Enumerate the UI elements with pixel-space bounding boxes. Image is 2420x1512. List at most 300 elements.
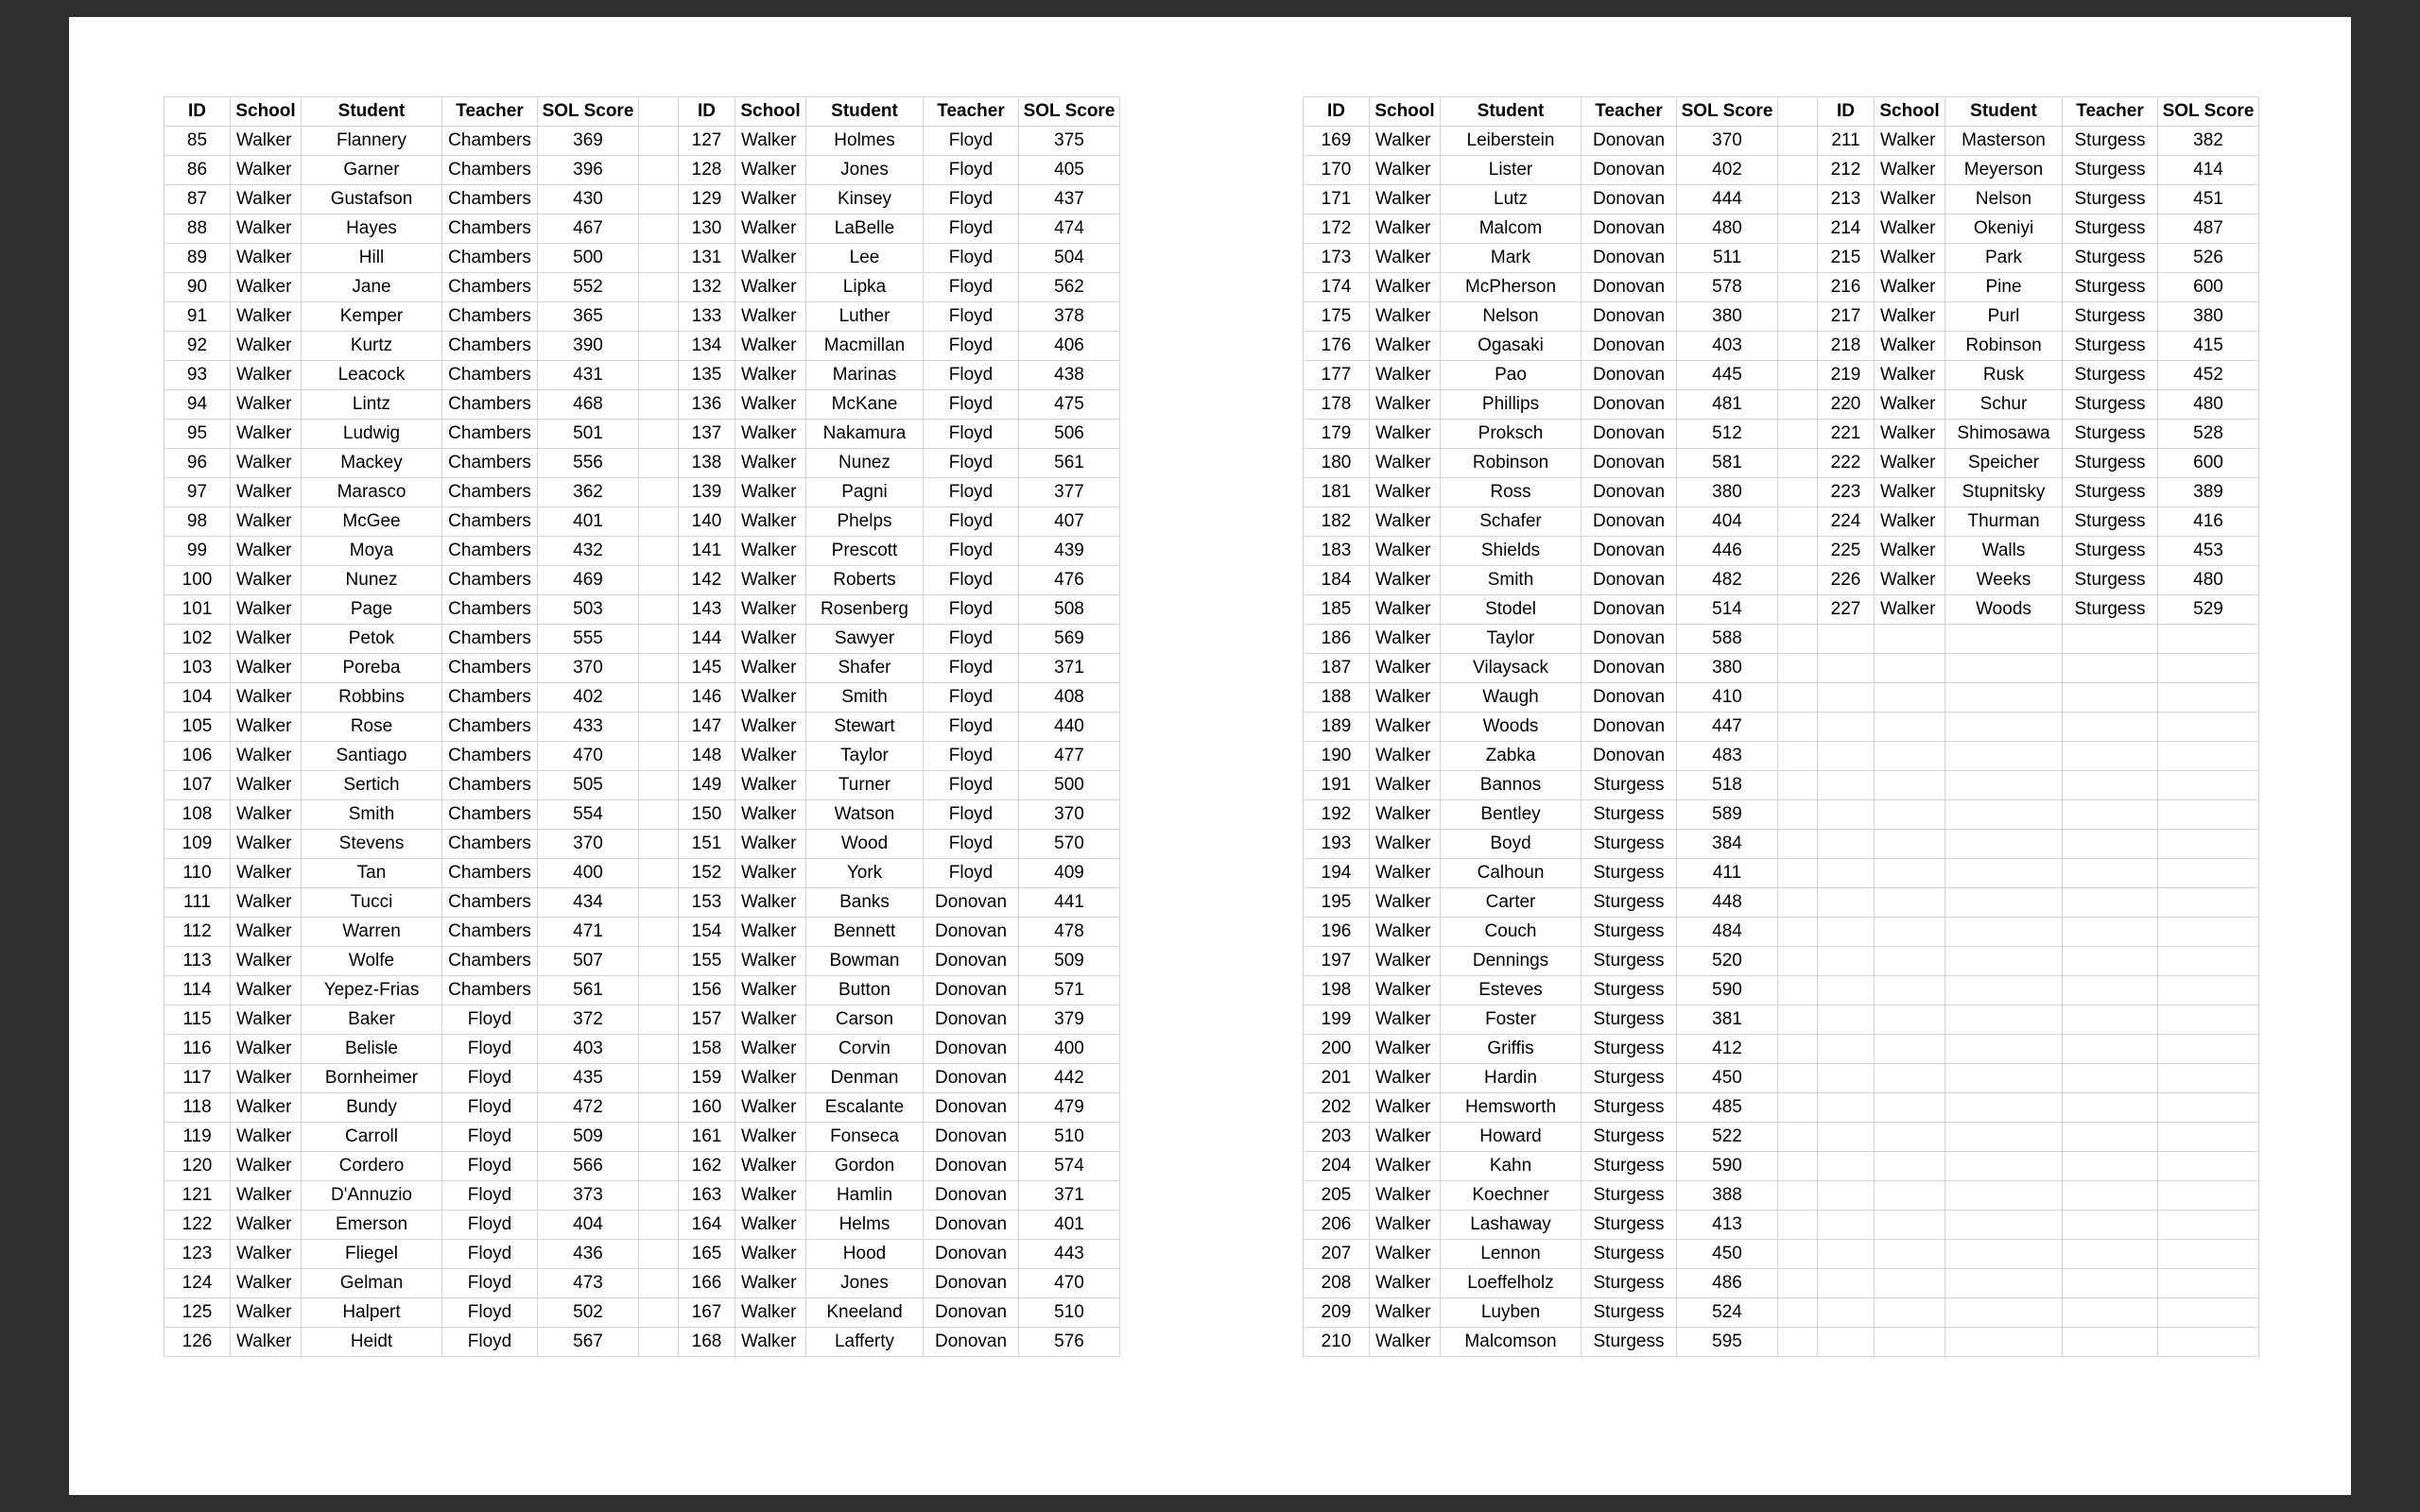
student-cell: Bennett bbox=[806, 918, 924, 947]
student-cell: Lutz bbox=[1441, 185, 1582, 215]
id-cell: 125 bbox=[164, 1298, 231, 1328]
column-header: Teacher bbox=[924, 97, 1019, 127]
student-cell: Escalante bbox=[806, 1093, 924, 1123]
school-cell: Walker bbox=[735, 918, 806, 947]
table-row bbox=[1304, 1152, 2259, 1181]
id-cell: 97 bbox=[164, 478, 231, 507]
sol-score-cell: 443 bbox=[1019, 1240, 1120, 1269]
school-cell: Walker bbox=[1370, 127, 1441, 156]
id-cell: 154 bbox=[679, 918, 735, 947]
teacher-cell: Donovan bbox=[1582, 302, 1677, 332]
school-cell: Walker bbox=[231, 361, 302, 390]
teacher-cell: Floyd bbox=[924, 537, 1019, 566]
empty-cell bbox=[1875, 1152, 1945, 1181]
sol-score-cell: 407 bbox=[1019, 507, 1120, 537]
table-row bbox=[1304, 800, 2259, 830]
teacher-cell: Floyd bbox=[442, 1211, 538, 1240]
student-cell: Woods bbox=[1441, 713, 1582, 742]
sol-score-cell: 478 bbox=[1019, 918, 1120, 947]
student-table-right bbox=[1303, 96, 2259, 1357]
school-cell: Walker bbox=[1875, 537, 1945, 566]
teacher-cell: Floyd bbox=[924, 595, 1019, 625]
gap-cell bbox=[639, 537, 679, 566]
table-row bbox=[1304, 1328, 2259, 1357]
school-cell: Walker bbox=[1370, 1269, 1441, 1298]
empty-cell bbox=[2063, 1152, 2158, 1181]
gap-cell bbox=[1778, 1035, 1818, 1064]
empty-cell bbox=[1875, 1064, 1945, 1093]
teacher-cell: Donovan bbox=[924, 1152, 1019, 1181]
sol-score-cell: 474 bbox=[1019, 215, 1120, 244]
school-cell: Walker bbox=[231, 185, 302, 215]
teacher-cell: Sturgess bbox=[1582, 947, 1677, 976]
student-cell: Warren bbox=[302, 918, 442, 947]
school-cell: Walker bbox=[735, 976, 806, 1005]
school-cell: Walker bbox=[231, 800, 302, 830]
id-cell: 107 bbox=[164, 771, 231, 800]
student-cell: Nelson bbox=[1945, 185, 2063, 215]
id-cell: 182 bbox=[1304, 507, 1370, 537]
teacher-cell: Sturgess bbox=[1582, 1035, 1677, 1064]
gap-cell bbox=[639, 390, 679, 420]
student-table-left bbox=[164, 96, 1120, 1357]
sol-score-cell: 487 bbox=[2158, 215, 2259, 244]
gap-cell bbox=[1778, 273, 1818, 302]
id-cell: 214 bbox=[1818, 215, 1875, 244]
student-cell: Shimosawa bbox=[1945, 420, 2063, 449]
student-cell: Phelps bbox=[806, 507, 924, 537]
sol-score-cell: 400 bbox=[538, 859, 639, 888]
teacher-cell: Sturgess bbox=[2063, 478, 2158, 507]
student-cell: Denman bbox=[806, 1064, 924, 1093]
sol-score-cell: 481 bbox=[1677, 390, 1778, 420]
gap-cell bbox=[639, 185, 679, 215]
student-cell: Boyd bbox=[1441, 830, 1582, 859]
student-cell: Jones bbox=[806, 156, 924, 185]
teacher-cell: Donovan bbox=[1582, 390, 1677, 420]
id-cell: 197 bbox=[1304, 947, 1370, 976]
empty-cell bbox=[1875, 859, 1945, 888]
gap-cell bbox=[639, 713, 679, 742]
sol-score-cell: 377 bbox=[1019, 478, 1120, 507]
teacher-cell: Donovan bbox=[924, 1328, 1019, 1357]
empty-cell bbox=[1875, 1123, 1945, 1152]
sol-score-cell: 566 bbox=[538, 1152, 639, 1181]
id-cell: 100 bbox=[164, 566, 231, 595]
student-cell: Lee bbox=[806, 244, 924, 273]
sol-score-cell: 501 bbox=[538, 420, 639, 449]
id-cell: 86 bbox=[164, 156, 231, 185]
school-cell: Walker bbox=[231, 537, 302, 566]
sol-score-cell: 482 bbox=[1677, 566, 1778, 595]
empty-cell bbox=[1875, 1269, 1945, 1298]
table-row bbox=[1304, 507, 2259, 537]
empty-cell bbox=[1875, 1298, 1945, 1328]
student-cell: Schafer bbox=[1441, 507, 1582, 537]
id-cell: 220 bbox=[1818, 390, 1875, 420]
table-row bbox=[164, 420, 1120, 449]
teacher-cell: Chambers bbox=[442, 332, 538, 361]
school-cell: Walker bbox=[735, 361, 806, 390]
teacher-cell: Donovan bbox=[1582, 537, 1677, 566]
teacher-cell: Floyd bbox=[924, 244, 1019, 273]
empty-cell bbox=[1875, 683, 1945, 713]
school-cell: Walker bbox=[735, 947, 806, 976]
sol-score-cell: 589 bbox=[1677, 800, 1778, 830]
student-cell: Hardin bbox=[1441, 1064, 1582, 1093]
id-cell: 206 bbox=[1304, 1211, 1370, 1240]
gap-cell bbox=[1778, 449, 1818, 478]
column-header: ID bbox=[679, 97, 735, 127]
gap-cell bbox=[1778, 595, 1818, 625]
school-cell: Walker bbox=[231, 507, 302, 537]
sol-score-cell: 445 bbox=[1677, 361, 1778, 390]
table-row bbox=[164, 390, 1120, 420]
teacher-cell: Floyd bbox=[924, 420, 1019, 449]
student-cell: Carter bbox=[1441, 888, 1582, 918]
empty-cell bbox=[2063, 888, 2158, 918]
gap-cell bbox=[639, 742, 679, 771]
id-cell: 217 bbox=[1818, 302, 1875, 332]
school-cell: Walker bbox=[1370, 830, 1441, 859]
id-cell: 120 bbox=[164, 1152, 231, 1181]
school-cell: Walker bbox=[1370, 947, 1441, 976]
empty-cell bbox=[1945, 800, 2063, 830]
column-header: Student bbox=[302, 97, 442, 127]
table-row bbox=[1304, 420, 2259, 449]
sol-score-cell: 416 bbox=[2158, 507, 2259, 537]
school-cell: Walker bbox=[1875, 302, 1945, 332]
student-cell: Malcomson bbox=[1441, 1328, 1582, 1357]
id-cell: 132 bbox=[679, 273, 735, 302]
id-cell: 199 bbox=[1304, 1005, 1370, 1035]
gap-cell bbox=[1778, 507, 1818, 537]
student-cell: Ludwig bbox=[302, 420, 442, 449]
student-cell: Sawyer bbox=[806, 625, 924, 654]
teacher-cell: Sturgess bbox=[1582, 1328, 1677, 1357]
teacher-cell: Sturgess bbox=[2063, 273, 2158, 302]
sol-score-cell: 365 bbox=[538, 302, 639, 332]
school-cell: Walker bbox=[1370, 332, 1441, 361]
empty-cell bbox=[2158, 771, 2259, 800]
gap-cell bbox=[1778, 478, 1818, 507]
sol-score-cell: 500 bbox=[1019, 771, 1120, 800]
empty-cell bbox=[2063, 918, 2158, 947]
gap-cell bbox=[639, 1240, 679, 1269]
gap-cell bbox=[1778, 654, 1818, 683]
empty-cell bbox=[1818, 1093, 1875, 1123]
gap-cell bbox=[639, 683, 679, 713]
school-cell: Walker bbox=[1370, 420, 1441, 449]
school-cell: Walker bbox=[1370, 859, 1441, 888]
id-cell: 85 bbox=[164, 127, 231, 156]
teacher-cell: Floyd bbox=[924, 215, 1019, 244]
empty-cell bbox=[1875, 1328, 1945, 1357]
school-cell: Walker bbox=[735, 1123, 806, 1152]
empty-cell bbox=[1818, 1152, 1875, 1181]
gap-cell bbox=[639, 918, 679, 947]
id-cell: 103 bbox=[164, 654, 231, 683]
teacher-cell: Donovan bbox=[924, 1123, 1019, 1152]
id-cell: 152 bbox=[679, 859, 735, 888]
id-cell: 204 bbox=[1304, 1152, 1370, 1181]
empty-cell bbox=[1818, 742, 1875, 771]
student-cell: Jane bbox=[302, 273, 442, 302]
student-cell: Garner bbox=[302, 156, 442, 185]
sol-score-cell: 404 bbox=[538, 1211, 639, 1240]
sol-score-cell: 483 bbox=[1677, 742, 1778, 771]
teacher-cell: Sturgess bbox=[1582, 1211, 1677, 1240]
school-cell: Walker bbox=[231, 888, 302, 918]
table-row bbox=[1304, 449, 2259, 478]
school-cell: Walker bbox=[231, 1005, 302, 1035]
teacher-cell: Chambers bbox=[442, 830, 538, 859]
id-cell: 186 bbox=[1304, 625, 1370, 654]
school-cell: Walker bbox=[1370, 1064, 1441, 1093]
student-cell: Shields bbox=[1441, 537, 1582, 566]
table-row bbox=[1304, 859, 2259, 888]
teacher-cell: Chambers bbox=[442, 420, 538, 449]
student-cell: Yepez-Frias bbox=[302, 976, 442, 1005]
teacher-cell: Sturgess bbox=[1582, 1093, 1677, 1123]
sol-score-cell: 373 bbox=[538, 1181, 639, 1211]
student-cell: Corvin bbox=[806, 1035, 924, 1064]
column-header: School bbox=[231, 97, 302, 127]
column-header: Teacher bbox=[442, 97, 538, 127]
school-cell: Walker bbox=[1370, 1093, 1441, 1123]
table-row bbox=[164, 332, 1120, 361]
teacher-cell: Chambers bbox=[442, 361, 538, 390]
empty-cell bbox=[2158, 1152, 2259, 1181]
id-cell: 221 bbox=[1818, 420, 1875, 449]
empty-cell bbox=[2063, 1093, 2158, 1123]
sol-score-cell: 600 bbox=[2158, 449, 2259, 478]
id-cell: 113 bbox=[164, 947, 231, 976]
sol-score-cell: 370 bbox=[538, 830, 639, 859]
empty-cell bbox=[2063, 800, 2158, 830]
gap-cell bbox=[1778, 97, 1818, 127]
teacher-cell: Floyd bbox=[442, 1152, 538, 1181]
table-row bbox=[1304, 888, 2259, 918]
id-cell: 87 bbox=[164, 185, 231, 215]
id-cell: 198 bbox=[1304, 976, 1370, 1005]
id-cell: 91 bbox=[164, 302, 231, 332]
student-cell: Kemper bbox=[302, 302, 442, 332]
gap-cell bbox=[639, 449, 679, 478]
teacher-cell: Floyd bbox=[442, 1035, 538, 1064]
sol-score-cell: 574 bbox=[1019, 1152, 1120, 1181]
school-cell: Walker bbox=[1370, 595, 1441, 625]
empty-cell bbox=[2158, 1298, 2259, 1328]
column-header: School bbox=[1370, 97, 1441, 127]
student-cell: Lafferty bbox=[806, 1328, 924, 1357]
student-cell: Button bbox=[806, 976, 924, 1005]
empty-cell bbox=[1945, 1240, 2063, 1269]
empty-cell bbox=[1945, 888, 2063, 918]
sol-score-cell: 437 bbox=[1019, 185, 1120, 215]
id-cell: 158 bbox=[679, 1035, 735, 1064]
empty-cell bbox=[2158, 1035, 2259, 1064]
empty-cell bbox=[1875, 918, 1945, 947]
school-cell: Walker bbox=[1875, 420, 1945, 449]
sol-score-cell: 362 bbox=[538, 478, 639, 507]
school-cell: Walker bbox=[1875, 478, 1945, 507]
teacher-cell: Sturgess bbox=[2063, 361, 2158, 390]
school-cell: Walker bbox=[1875, 566, 1945, 595]
sol-score-cell: 430 bbox=[538, 185, 639, 215]
id-cell: 90 bbox=[164, 273, 231, 302]
school-cell: Walker bbox=[735, 742, 806, 771]
teacher-cell: Chambers bbox=[442, 947, 538, 976]
student-cell: Emerson bbox=[302, 1211, 442, 1240]
student-cell: McGee bbox=[302, 507, 442, 537]
empty-cell bbox=[2063, 771, 2158, 800]
gap-cell bbox=[639, 273, 679, 302]
school-cell: Walker bbox=[1370, 976, 1441, 1005]
id-cell: 153 bbox=[679, 888, 735, 918]
sol-score-cell: 380 bbox=[1677, 654, 1778, 683]
empty-cell bbox=[2158, 888, 2259, 918]
gap-cell bbox=[639, 888, 679, 918]
school-cell: Walker bbox=[735, 507, 806, 537]
sol-score-cell: 432 bbox=[538, 537, 639, 566]
id-cell: 127 bbox=[679, 127, 735, 156]
sol-score-cell: 412 bbox=[1677, 1035, 1778, 1064]
empty-cell bbox=[1945, 1181, 2063, 1211]
gap-cell bbox=[1778, 888, 1818, 918]
teacher-cell: Floyd bbox=[924, 625, 1019, 654]
school-cell: Walker bbox=[1370, 918, 1441, 947]
school-cell: Walker bbox=[735, 244, 806, 273]
id-cell: 102 bbox=[164, 625, 231, 654]
sol-score-cell: 509 bbox=[538, 1123, 639, 1152]
sol-score-cell: 433 bbox=[538, 713, 639, 742]
school-cell: Walker bbox=[231, 742, 302, 771]
gap-cell bbox=[1778, 742, 1818, 771]
teacher-cell: Floyd bbox=[924, 654, 1019, 683]
id-cell: 95 bbox=[164, 420, 231, 449]
id-cell: 123 bbox=[164, 1240, 231, 1269]
teacher-cell: Chambers bbox=[442, 449, 538, 478]
table-row bbox=[1304, 625, 2259, 654]
student-cell: Meyerson bbox=[1945, 156, 2063, 185]
school-cell: Walker bbox=[1370, 625, 1441, 654]
id-cell: 177 bbox=[1304, 361, 1370, 390]
teacher-cell: Sturgess bbox=[2063, 566, 2158, 595]
teacher-cell: Donovan bbox=[1582, 244, 1677, 273]
school-cell: Walker bbox=[735, 800, 806, 830]
id-cell: 106 bbox=[164, 742, 231, 771]
table-row bbox=[1304, 1211, 2259, 1240]
id-cell: 146 bbox=[679, 683, 735, 713]
student-cell: Gustafson bbox=[302, 185, 442, 215]
sol-score-cell: 468 bbox=[538, 390, 639, 420]
id-cell: 160 bbox=[679, 1093, 735, 1123]
teacher-cell: Chambers bbox=[442, 478, 538, 507]
table-row bbox=[164, 1123, 1120, 1152]
teacher-cell: Chambers bbox=[442, 654, 538, 683]
table-row bbox=[1304, 742, 2259, 771]
teacher-cell: Floyd bbox=[924, 742, 1019, 771]
gap-cell bbox=[1778, 566, 1818, 595]
table-row bbox=[1304, 566, 2259, 595]
school-cell: Walker bbox=[231, 1181, 302, 1211]
id-cell: 128 bbox=[679, 156, 735, 185]
table-row bbox=[164, 771, 1120, 800]
id-cell: 96 bbox=[164, 449, 231, 478]
column-header: Student bbox=[806, 97, 924, 127]
id-cell: 150 bbox=[679, 800, 735, 830]
school-cell: Walker bbox=[1370, 1152, 1441, 1181]
empty-cell bbox=[2063, 1005, 2158, 1035]
gap-cell bbox=[1778, 1064, 1818, 1093]
sol-score-cell: 371 bbox=[1019, 654, 1120, 683]
gap-cell bbox=[639, 1211, 679, 1240]
student-cell: Tan bbox=[302, 859, 442, 888]
student-cell: Leacock bbox=[302, 361, 442, 390]
school-cell: Walker bbox=[1370, 654, 1441, 683]
empty-cell bbox=[1875, 1035, 1945, 1064]
empty-cell bbox=[2158, 859, 2259, 888]
school-cell: Walker bbox=[1370, 1240, 1441, 1269]
student-cell: Esteves bbox=[1441, 976, 1582, 1005]
sol-score-cell: 480 bbox=[2158, 566, 2259, 595]
student-cell: Hill bbox=[302, 244, 442, 273]
gap-cell bbox=[639, 1152, 679, 1181]
school-cell: Walker bbox=[1875, 390, 1945, 420]
school-cell: Walker bbox=[1370, 888, 1441, 918]
school-cell: Walker bbox=[231, 127, 302, 156]
table-row bbox=[1304, 244, 2259, 273]
id-cell: 145 bbox=[679, 654, 735, 683]
gap-cell bbox=[1778, 361, 1818, 390]
sol-score-cell: 434 bbox=[538, 888, 639, 918]
empty-cell bbox=[1945, 1093, 2063, 1123]
school-cell: Walker bbox=[1370, 273, 1441, 302]
empty-cell bbox=[2158, 1181, 2259, 1211]
table-row bbox=[164, 1181, 1120, 1211]
sol-score-cell: 438 bbox=[1019, 361, 1120, 390]
student-cell: Nelson bbox=[1441, 302, 1582, 332]
student-cell: Ross bbox=[1441, 478, 1582, 507]
student-cell: Luyben bbox=[1441, 1298, 1582, 1328]
gap-cell bbox=[1778, 537, 1818, 566]
column-header: Student bbox=[1945, 97, 2063, 127]
student-cell: Fliegel bbox=[302, 1240, 442, 1269]
student-cell: Stevens bbox=[302, 830, 442, 859]
teacher-cell: Floyd bbox=[442, 1064, 538, 1093]
table-row bbox=[164, 830, 1120, 859]
empty-cell bbox=[1945, 625, 2063, 654]
id-cell: 176 bbox=[1304, 332, 1370, 361]
gap-cell bbox=[1778, 947, 1818, 976]
teacher-cell: Chambers bbox=[442, 859, 538, 888]
teacher-cell: Floyd bbox=[442, 1181, 538, 1211]
student-cell: Masterson bbox=[1945, 127, 2063, 156]
sol-score-cell: 571 bbox=[1019, 976, 1120, 1005]
empty-cell bbox=[1818, 1005, 1875, 1035]
empty-cell bbox=[1875, 713, 1945, 742]
empty-cell bbox=[1945, 918, 2063, 947]
sol-score-cell: 480 bbox=[2158, 390, 2259, 420]
empty-cell bbox=[2063, 976, 2158, 1005]
empty-cell bbox=[1818, 654, 1875, 683]
sol-score-cell: 570 bbox=[1019, 830, 1120, 859]
sol-score-cell: 556 bbox=[538, 449, 639, 478]
empty-cell bbox=[1818, 1181, 1875, 1211]
student-cell: Okeniyi bbox=[1945, 215, 2063, 244]
school-cell: Walker bbox=[1370, 1035, 1441, 1064]
